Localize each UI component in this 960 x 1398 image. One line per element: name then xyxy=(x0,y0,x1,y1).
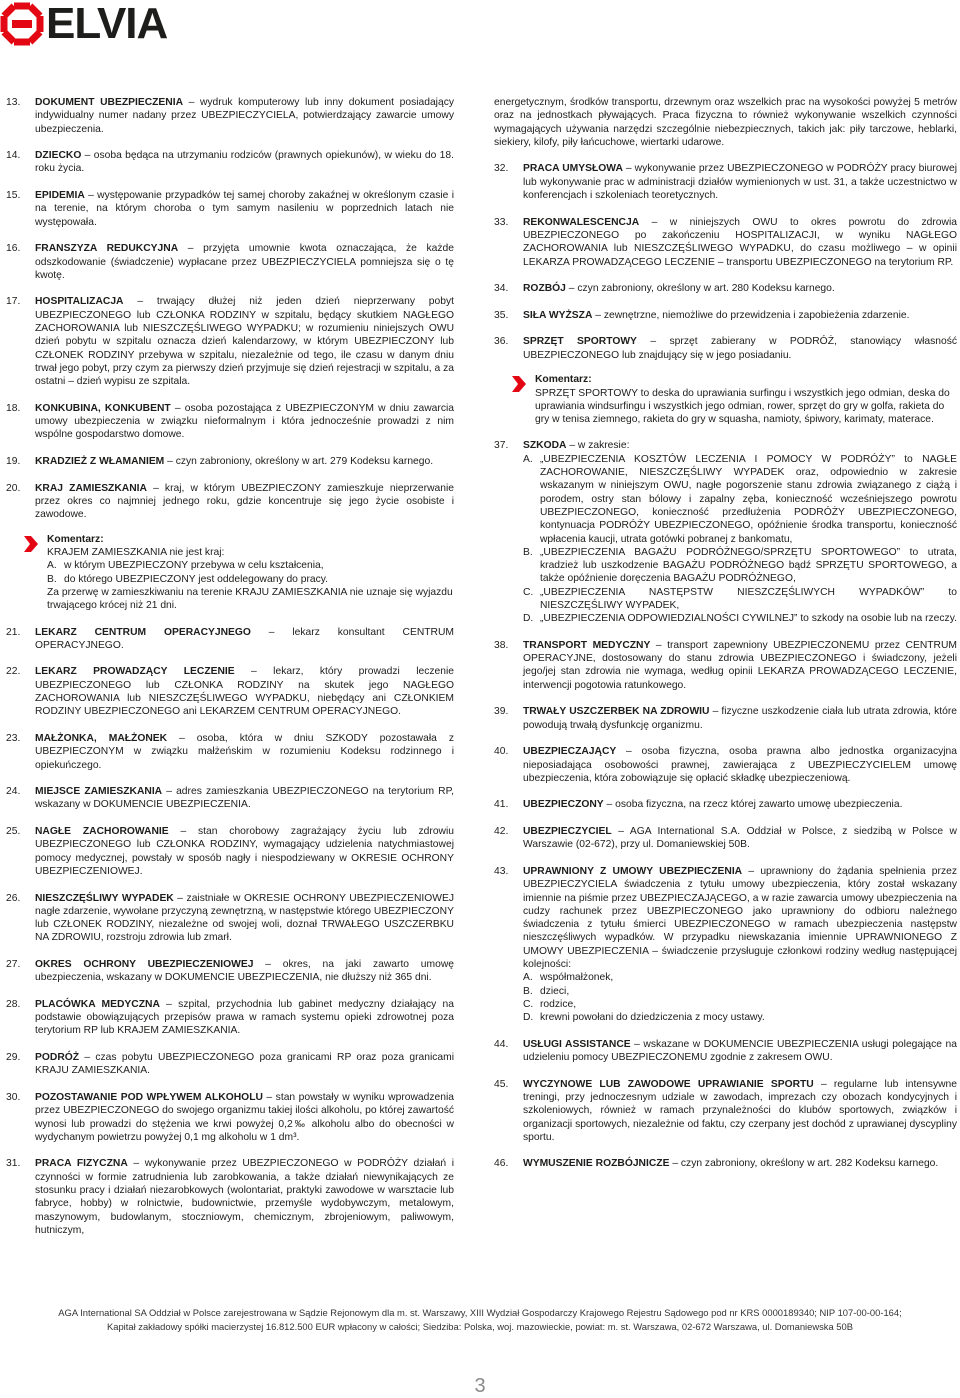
definition-term: POZOSTAWANIE POD WPŁYWEM ALKOHOLU xyxy=(35,1091,263,1103)
footer xyxy=(0,1306,960,1334)
sub-item xyxy=(523,586,957,613)
comment-title: Komentarz: xyxy=(47,533,104,545)
definition-term: FRANSZYZA REDUKCYJNA xyxy=(35,243,179,255)
sub-item-text: współmałżonek, xyxy=(540,972,614,984)
definition-text: – adres zamieszkania UBEZPIECZONEGO na terytorium RP, wskazany w DOKUMENCIE UBEZPIECZENIA. xyxy=(35,786,454,811)
definition-term: PRACA FIZYCZNA xyxy=(35,1158,128,1170)
definition-item xyxy=(6,455,454,468)
definition-item xyxy=(494,1078,957,1144)
sub-item-text: dzieci, xyxy=(540,985,570,997)
definition-text: – szpital, przychodnia lub gabinet medyczny działający na podstawie obowiązujących przepisów prawa w ramach systemu opieki zdrowotnej poza terytorium RP lub KRAJEM ZAMIESZKANIA. xyxy=(35,998,454,1037)
item-number: 36. xyxy=(494,336,509,348)
sub-item xyxy=(523,998,957,1011)
item-number: 35. xyxy=(494,309,509,321)
definition-item xyxy=(6,1091,454,1144)
sub-item-text: rodzice, xyxy=(540,998,577,1010)
definition-term: NAGŁE ZACHOROWANIE xyxy=(35,826,169,838)
definition-term: REKONWALESCENCJA xyxy=(523,216,640,228)
definition-item xyxy=(494,825,957,852)
definition-text: – czyn zabroniony, określony w art. 279 Kodeksu karnego. xyxy=(164,456,434,468)
definition-item xyxy=(6,295,454,388)
definition-body xyxy=(523,335,957,362)
item-number: 27. xyxy=(6,959,21,970)
definition-text: – AGA International S.A. Oddział w Polsce, z siedzibą w Polsce w Warszawie (02-672), przy ul. Domaniewskiej 50B. xyxy=(523,826,957,851)
sub-item xyxy=(47,559,454,572)
sub-item xyxy=(523,546,957,586)
definition-item xyxy=(494,865,957,1025)
definition-text: – lekarz, który prowadzi leczenie UBEZPIECZONEGO lub CZŁONKA RODZINY na skutek jego NAGŁEGO ZACHOROWANIA lub NIESZCZĘŚLIWEGO WYPADKU, niebędący ani CZŁONKIEM RODZINY UBEZPIECZONEGO ani LEKARZEM CENTRUM OPERACYJNEGO. xyxy=(35,666,454,718)
definition-term: ROZBÓJ xyxy=(523,283,566,295)
definition-term: SIŁA WYŻSZA xyxy=(523,309,593,321)
definition-term: KONKUBINA, KONKUBENT xyxy=(35,402,171,414)
definition-text: – stan chorobowy zagrażający życiu lub zdrowiu UBEZPIECZONEGO lub CZŁONKA RODZINY, wymagający udzielenia natychmiastowej pomocy medycznej, powstały w sposób nagły i niespodziewany w OKRESIE OCHRONY UBEZPIECZENIOWEJ. xyxy=(35,826,454,877)
definition-item xyxy=(6,626,454,653)
definition-item xyxy=(6,892,454,945)
definition-item xyxy=(6,958,454,985)
definition-body xyxy=(523,705,957,732)
definition-term: PRACA UMYSŁOWA xyxy=(523,163,623,175)
definition-item xyxy=(6,1051,454,1078)
definition-term: SZKODA xyxy=(523,440,567,452)
item-number: 13. xyxy=(6,97,21,108)
item-number: 34. xyxy=(494,283,509,295)
sub-item xyxy=(523,453,957,546)
definition-body xyxy=(523,162,957,202)
definition-body xyxy=(35,1157,454,1237)
item-number: 25. xyxy=(6,826,21,838)
definition-text: – czas pobytu UBEZPIECZONEGO poza granicami RP oraz poza granicami KRAJU ZAMIESZKANIA. xyxy=(35,1052,454,1077)
sub-item-letter: C. xyxy=(523,586,534,598)
sub-item-letter: C. xyxy=(523,998,534,1010)
sub-item-text: w którym UBEZPIECZONY przebywa w celu kształcenia, xyxy=(64,560,324,572)
sub-item xyxy=(523,1011,957,1024)
item-number: 22. xyxy=(6,666,21,678)
item-number: 40. xyxy=(494,746,509,758)
sub-item-letter: A. xyxy=(47,560,57,572)
definition-text: – wykonywanie przez UBEZPIECZONEGO w PODRÓŻY pracy biurowej lub wykonywanie prac w administracji działów wymienionych w ust. 31, a także uczestnictwo w konferencjach i szkoleniach teoretycznych. xyxy=(523,163,957,202)
definition-body xyxy=(35,892,454,945)
definition-body xyxy=(523,1038,957,1065)
item-number: 44. xyxy=(494,1038,509,1050)
definition-text: – w niniejszych OWU to okres powrotu do zdrowia UBEZPIECZONEGO po zakończeniu HOSPITALIZACJI, w wyniku NAGŁEGO ZACHOROWANIA lub NIESZCZĘŚLIWEGO WYPADKU, do czasu możliwego – w opinii LEKARZA PROWADZĄCEGO LECZENIE – transportu UBEZPIECZONEGO na terytorium RP. xyxy=(523,216,957,268)
definition-body xyxy=(35,785,454,812)
comment-title: Komentarz: xyxy=(535,374,592,386)
definition-text: – sprzęt zabierany w PODRÓŻ, stanowiący własność UBEZPIECZONEGO lub znajdujący się w jego posiadaniu. xyxy=(523,336,957,361)
sub-item-text: „UBEZPIECZENIA ODPOWIEDZIALNOŚCI CYWILNEJ” to szkody na osobie lub na rzeczy. xyxy=(540,613,957,625)
definition-term: WYMUSZENIE ROZBÓJNICZE xyxy=(523,1158,670,1170)
definition-item xyxy=(6,1157,454,1237)
definition-text: – okres, na jaki zawarto umowę ubezpieczenia, wskazany w DOKUMENCIE UBEZPIECZENIA, nie dłuższy niż 365 dni. xyxy=(35,959,454,984)
definition-item xyxy=(494,798,957,811)
definition-term: KRADZIEŻ Z WŁAMANIEM xyxy=(35,456,165,468)
item-number: 39. xyxy=(494,706,509,718)
definition-term: PLACÓWKA MEDYCZNA xyxy=(35,998,160,1010)
definition-item xyxy=(6,149,454,176)
item-number: 17. xyxy=(6,296,21,308)
sub-item-letter: B. xyxy=(523,546,533,558)
item-number: 23. xyxy=(6,732,21,744)
definition-item xyxy=(494,439,957,625)
definition-text: – zaistniałe w OKRESIE OCHRONY UBEZPIECZENIOWEJ nagłe zdarzenie, wywołane przyczyną zewnętrzną, w następstwie którego UBEZPIECZONY lub CZŁONEK RODZINY, niezależne od swojej woli, doznał TRWAŁEGO USZCZERBKU NA ZDROWIU, rozstroju zdrowia lub zmarł. xyxy=(35,892,455,944)
definition-body xyxy=(35,402,454,442)
definition-body xyxy=(35,825,454,878)
header xyxy=(0,0,960,60)
page-number: 3 xyxy=(474,1375,486,1397)
definition-item xyxy=(494,282,957,295)
item-number: 45. xyxy=(494,1078,509,1090)
definition-body xyxy=(35,455,454,468)
definition-item xyxy=(494,309,957,322)
definition-text: – kraj, w którym UBEZPIECZONY zamieszkuje nieprzerwanie przez okres co najmniej jednego roku, gdzie koncentruje się jego życie osobiste i zawodowe. xyxy=(35,482,454,521)
comment-line: KRAJEM ZAMIESZKANIA nie jest kraj: xyxy=(47,547,225,559)
definition-body xyxy=(35,732,454,772)
definition-item xyxy=(494,745,957,785)
definition-term: PODRÓŻ xyxy=(35,1052,80,1064)
sub-item xyxy=(523,612,957,625)
definition-term: EPIDEMIA xyxy=(35,190,85,202)
comment-body xyxy=(41,533,454,613)
definition-term: NIESZCZĘŚLIWY WYPADEK xyxy=(35,892,174,904)
definition-body xyxy=(523,1078,957,1144)
comment-box xyxy=(511,373,957,426)
definition-term: KRAJ ZAMIESZKANIA xyxy=(35,482,147,494)
definition-item xyxy=(6,482,454,522)
elvia-logo xyxy=(0,0,167,48)
sub-item-letter: B. xyxy=(523,985,533,997)
definition-body xyxy=(35,482,454,522)
definition-term: TRWAŁY USZCZERBEK NA ZDROWIU xyxy=(523,706,710,718)
item-number: 19. xyxy=(6,456,21,468)
definition-body xyxy=(35,189,454,229)
definition-text: – osoba fizyczna, osoba prawna albo jednostka organizacyjna nieposiadająca osobowości prawnej, zawierająca z UBEZPIECZYCIELEM umowę ubezpieczenia, która zobowiązuje się opłacić składkę ubezpieczeniową. xyxy=(523,746,957,784)
item-number: 43. xyxy=(494,865,509,877)
footer-line-2: Kapitał zakładowy spółki macierzystej 16.812.500 EUR wpłacony w całości; Siedziba: Polska, woj. mazowieckie, powiat: m. st. Warszawa, 02-672 Warszawa, ul. Domaniewska 50B xyxy=(107,1321,853,1332)
definition-body xyxy=(523,825,957,852)
definition-term: MAŁŻONKA, MAŁŻONEK xyxy=(35,732,168,744)
definition-item xyxy=(494,335,957,362)
sub-item-letter: D. xyxy=(523,613,534,625)
item-number: 20. xyxy=(6,482,21,494)
definition-term: USŁUGI ASSISTANCE xyxy=(523,1038,631,1050)
right-column xyxy=(494,96,957,1184)
definition-text: – trwający dłużej niż jeden dzień nieprzerwany pobyt UBEZPIECZONEGO lub CZŁONKA RODZINY w szpitalu, będący skutkiem NAGŁEGO ZACHOROWANIA lub NIESZCZĘŚLIWEGO WYPADKU; w rozumieniu niniejszych OWU dzień pobytu w szpitalu oznacza dzień kalendarzowy, w którym UBEZPIECZONY lub CZŁONEK RODZINY przebywa w szpitalu, niezależnie od tego, ile czasu w danym dniu trwał jego pobyt, przy czym za pierwszy dzień przyjmuje się dzień rejestracji w szpitalu, a za ostatni – dzień wypisu ze szpitala. xyxy=(35,296,454,388)
item-number: 33. xyxy=(494,216,509,228)
definition-body xyxy=(35,626,454,653)
definition-item xyxy=(6,242,454,282)
definition-text: – czyn zabroniony, określony w art. 280 Kodeksu karnego. xyxy=(565,283,835,295)
definition-body xyxy=(35,958,454,985)
comment-body xyxy=(529,373,957,426)
definition-item xyxy=(494,216,957,269)
definition-item xyxy=(494,639,957,692)
definition-text: – w zakresie: xyxy=(566,440,630,452)
definition-body xyxy=(523,282,957,295)
definition-term: LEKARZ CENTRUM OPERACYJNEGO xyxy=(35,626,251,638)
sub-item-letter: A. xyxy=(523,972,533,984)
definition-item xyxy=(6,402,454,442)
definition-body xyxy=(523,865,957,1025)
comment-arrow-icon xyxy=(23,533,41,613)
definition-text: – transport zapewniony UBEZPIECZONEMU przez CENTRUM OPERACYJNE, dostosowany do stanu zdrowia UBEZPIECZONEGO i świadczony, jeżeli jego/jej stan zdrowia nie wymaga, według opinii LEKARZA PROWADZĄCEGO LECZENIE, interwencji pogotowia ratunkowego. xyxy=(523,639,957,691)
definition-term: UBEZPIECZAJĄCY xyxy=(523,746,617,758)
definition-body xyxy=(523,309,957,322)
definition-item xyxy=(6,96,454,136)
definition-body xyxy=(35,1051,454,1078)
definition-text: – uprawniony do żądania spełnienia przez UBEZPIECZYCIELA świadczenia z tytułu umowy ubezpieczenia, który został wskazany imiennie na piśmie przez UBEZPIECZAJĄCEGO, a w razie zawarcia umowy ubezpieczenia na cudzy rachunek przez UBEZPIECZONEGO jako uprawniony do odbioru należnego świadczenia z tytułu śmierci UBEZPIECZONEGO w ramach ubezpieczenia następstw nieszczęśliwych wypadków. W przypadku niewskazania imiennie UPRAWNIONEGO Z UMOWY UBEZPIECZENIA – świadczenie przysługuje członkowi rodziny według następującej kolejności: xyxy=(523,865,957,970)
definition-term: UBEZPIECZYCIEL xyxy=(523,826,612,838)
definition-term: UPRAWNIONY Z UMOWY UBEZPIECZENIA xyxy=(523,865,743,877)
sub-item xyxy=(523,971,957,984)
definition-term: WYCZYNOWE LUB ZAWODOWE UPRAWIANIE SPORTU xyxy=(523,1078,814,1090)
item-number: 18. xyxy=(6,402,21,414)
definition-item xyxy=(494,1157,957,1170)
definition-text: – stan powstały w wyniku wprowadzenia przez UBEZPIECZONEGO do swojego organizmu takiej ilości alkoholu, po której zawartość wynosi lub prowadzi do stężenia we krwi powyżej 0,2‰ alkoholu albo do obecności w wydychanym powietrzu powyżej 0,1 mg alkoholu w 1 dm³. xyxy=(35,1091,454,1143)
comment-note: Za przerwę w zamieszkiwaniu na terenie KRAJU ZAMIESZKANIA nie uznaje się wyjazdu trwającego krócej niż 21 dni. xyxy=(47,586,453,612)
item-number: 37. xyxy=(494,440,509,452)
definition-body xyxy=(35,1091,454,1144)
definition-term: TRANSPORT MEDYCZNY xyxy=(523,639,651,651)
sub-item-text: „UBEZPIECZENIA NASTĘPSTW NIESZCZĘŚLIWYCH WYPADKÓW” to NIESZCZĘŚLIWY WYPADEK, xyxy=(540,586,957,611)
definition-text: – wydruk komputerowy lub inny dokument posiadający indywidualny numer nadany przez UBEZPIECZYCIELA, potwierdzający zawarcie umowy ubezpieczenia. xyxy=(35,97,454,135)
left-column xyxy=(6,96,454,1251)
definition-term: LEKARZ PROWADZĄCY LECZENIE xyxy=(35,666,235,678)
sub-item-text: „UBEZPIECZENIA KOSZTÓW LECZENIA I POMOCY W PODRÓŻY” to NAGŁE ZACHOROWANIE, NIESZCZĘŚLIWY WYPADEK oraz, odpowiednio w zakresie wskazanym w niniejszym OWU, nagłe pogorszenie stanu zdrowia związanego z ciążą i porodem, ostry stan bólowy i zapalny zęba, konieczność wcześniejszego powrotu UBEZPIECZONEGO, konieczność przedłużenia PODRÓŻY UBEZPIECZONEGO, kontynuacja PODRÓŻY UBEZPIECZONEGO, opóźnienie środka transportu, konieczność wpłacenia kaucji, utrata gotówki pobranej z bankomatu, xyxy=(540,453,957,545)
definition-text: – lekarz konsultant CENTRUM OPERACYJNEGO. xyxy=(35,626,454,651)
sub-item-text: do którego UBEZPIECZONY jest oddelegowany do pracy. xyxy=(64,573,329,585)
item-number: 15. xyxy=(6,190,21,202)
definition-item xyxy=(494,1038,957,1065)
definition-item xyxy=(6,732,454,772)
item-number: 29. xyxy=(6,1052,21,1064)
definition-term: OKRES OCHRONY UBEZPIECZENIOWEJ xyxy=(35,959,254,970)
definition-body xyxy=(523,1157,957,1170)
comment-arrow-icon xyxy=(511,373,529,426)
definition-item xyxy=(6,665,454,718)
definition-text: – fizyczne uszkodzenie ciała lub utrata zdrowia, które powodują trwałą dysfunkcję organizmu. xyxy=(523,706,957,731)
definition-body xyxy=(523,439,957,625)
definition-body xyxy=(523,639,957,692)
definition-text: – przyjęta umownie kwota oznaczająca, że każde odszkodowanie (świadczenie) wypłacane przez UBEZPIECZYCIELA pomniejsza się o tę kwotę. xyxy=(35,243,455,281)
definition-item xyxy=(6,785,454,812)
definition-term: DZIECKO xyxy=(35,150,82,162)
sub-item xyxy=(47,573,454,586)
definition-body xyxy=(35,998,454,1038)
item-number: 30. xyxy=(6,1091,21,1103)
definition-body xyxy=(35,295,454,388)
item-number: 38. xyxy=(494,639,509,651)
definition-term: SPRZĘT SPORTOWY xyxy=(523,336,637,348)
item-number: 42. xyxy=(494,826,509,838)
item-number: 41. xyxy=(494,799,509,811)
definition-text: – czyn zabroniony, określony w art. 282 Kodeksu karnego. xyxy=(669,1158,939,1170)
definition-body xyxy=(523,216,957,269)
sub-item-letter: A. xyxy=(523,453,533,465)
definition-text: – osoba pozostająca z UBEZPIECZONYM w dniu zawarcia umowy ubezpieczenia w związku nieformalnym i która jednocześnie prowadzi z nim wspólne gospodarstwo domowe. xyxy=(35,402,454,441)
definition-item xyxy=(494,705,957,732)
definition-text: – osoba, która w dniu SZKODY pozostawała z UBEZPIECZONYM w związku małżeńskim w rozumieniu Kodeksu rodzinnego i opiekuńczego. xyxy=(35,732,454,771)
item-number: 28. xyxy=(6,998,21,1010)
definition-text: – występowanie przypadków tej samej choroby zakaźnej w określonym czasie i na terenie, na którym choroba o tym samym nasileniu w poprzednich latach nie występowała. xyxy=(35,190,454,228)
sub-item-letter: B. xyxy=(47,573,57,585)
item-number: 21. xyxy=(6,626,21,638)
definition-term: HOSPITALIZACJA xyxy=(35,296,124,308)
definition-text: – osoba będąca na utrzymaniu rodziców (prawnych opiekunów), w wieku do 18. roku życia. xyxy=(35,150,454,175)
item-number: 32. xyxy=(494,163,509,175)
continued-text xyxy=(494,96,957,149)
definition-term: MIEJSCE ZAMIESZKANIA xyxy=(35,786,163,798)
definition-term: UBEZPIECZONY xyxy=(523,799,604,811)
definition-body xyxy=(523,798,957,811)
definition-body xyxy=(35,665,454,718)
sub-item-text: „UBEZPIECZENIA BAGAŻU PODRÓŻNEGO/SPRZĘTU SPORTOWEGO” to utrata, kradzież lub uszkodzenie BAGAŻU PODRÓŻNEGO bądź SPRZĘTU SPORTOWEGO, a także opóźnienie doręczenia BAGAŻU PODRÓŻNEGO, xyxy=(540,546,957,585)
definition-body xyxy=(35,149,454,176)
item-number: 14. xyxy=(6,150,21,162)
item-number: 26. xyxy=(6,892,21,904)
comment-box xyxy=(23,533,454,613)
sub-item-text: krewni powołani do dziedziczenia z mocy ustawy. xyxy=(540,1012,765,1024)
elvia-cross-icon xyxy=(0,2,44,46)
item-number: 46. xyxy=(494,1158,509,1170)
definition-item xyxy=(6,998,454,1038)
definition-body xyxy=(35,242,454,282)
item-number: 31. xyxy=(6,1158,21,1170)
sub-item xyxy=(523,985,957,998)
brand-name: ELVIA xyxy=(46,0,168,48)
definition-body xyxy=(523,745,957,785)
definition-item xyxy=(494,162,957,202)
item-number: 16. xyxy=(6,243,21,255)
definition-item xyxy=(6,825,454,878)
sub-item-letter: D. xyxy=(523,1012,534,1024)
definition-text: – wskazane w DOKUMENCIE UBEZPIECZENIA usługi polegające na udzieleniu pomocy UBEZPIECZONEMU zgodnie z zakresem OWU. xyxy=(523,1038,957,1064)
definition-text: – osoba fizyczna, na rzecz której zawarto umowę ubezpieczenia. xyxy=(603,799,903,811)
continued-body: energetycznym, środków transportu, drzewnym oraz wszelkich prac na wysokości powyżej 5 metrów oraz na jednostkach pływających. Praca fizyczna to również wykonywanie wszelkich czynności wymagających używania narzędzi szczególnie niebezpiecznych, takich jak: piły tarczowe, heblarki, siekiery, kilofy, piły łańcuchowe, wiertarki udarowe. xyxy=(494,97,957,148)
definition-body xyxy=(35,96,454,136)
definition-text: – regularne lub intensywne treningi, przy jednoczesnym udziale w zawodach, imprezach czy obozach kondycyjnych i szkoleniowych, również w ramach przynależności do klubów sportowych, związków i organizacji sportowych, niezależnie od faktu, czy czerpany jest dochód z uprawianej dyscypliny sportu. xyxy=(523,1078,957,1143)
definition-term: DOKUMENT UBEZPIECZENIA xyxy=(35,97,184,108)
comment-text: SPRZĘT SPORTOWY to deska do uprawiania surfingu i wszystkich jego odmian, deska do uprawiania windsurfingu i wszystkich jego odmian, rower, sprzęt do gry w golfa, rakieta do gry w tenisa ziemnego, rakieta do gry w squasha, namioty, śpiwory, karimaty, materace. xyxy=(535,387,950,426)
item-number: 24. xyxy=(6,786,21,798)
definition-text: – wykonywanie przez UBEZPIECZONEGO w PODRÓŻY działań i czynności w formie zatrudnienia lub zarobkowania, a także działań niewynikających ze stosunku pracy i działań niezarobkowych (wolontariat, praktyki zawodowe w warsztacie lub fabryce, hobby) w rolnictwie, budownictwie, przemyśle wydobywczym, metalowym, maszynowym, budowlanym, stoczniowym, chemicznym, zbrojeniowym, paliwowym, hutniczym, xyxy=(35,1158,454,1236)
footer-line-1: AGA International SA Oddział w Polsce zarejestrowana w Sądzie Rejonowym dla m. st. Warszawy, XIII Wydział Gospodarczy Krajowego Rejestru Sądowego pod nr KRS 0000189340; NIP 107-00-00-164; xyxy=(58,1307,902,1318)
definition-text: – zewnętrzne, niemożliwe do przewidzenia i zapobieżenia zdarzenie. xyxy=(592,309,910,321)
definition-item xyxy=(6,189,454,229)
